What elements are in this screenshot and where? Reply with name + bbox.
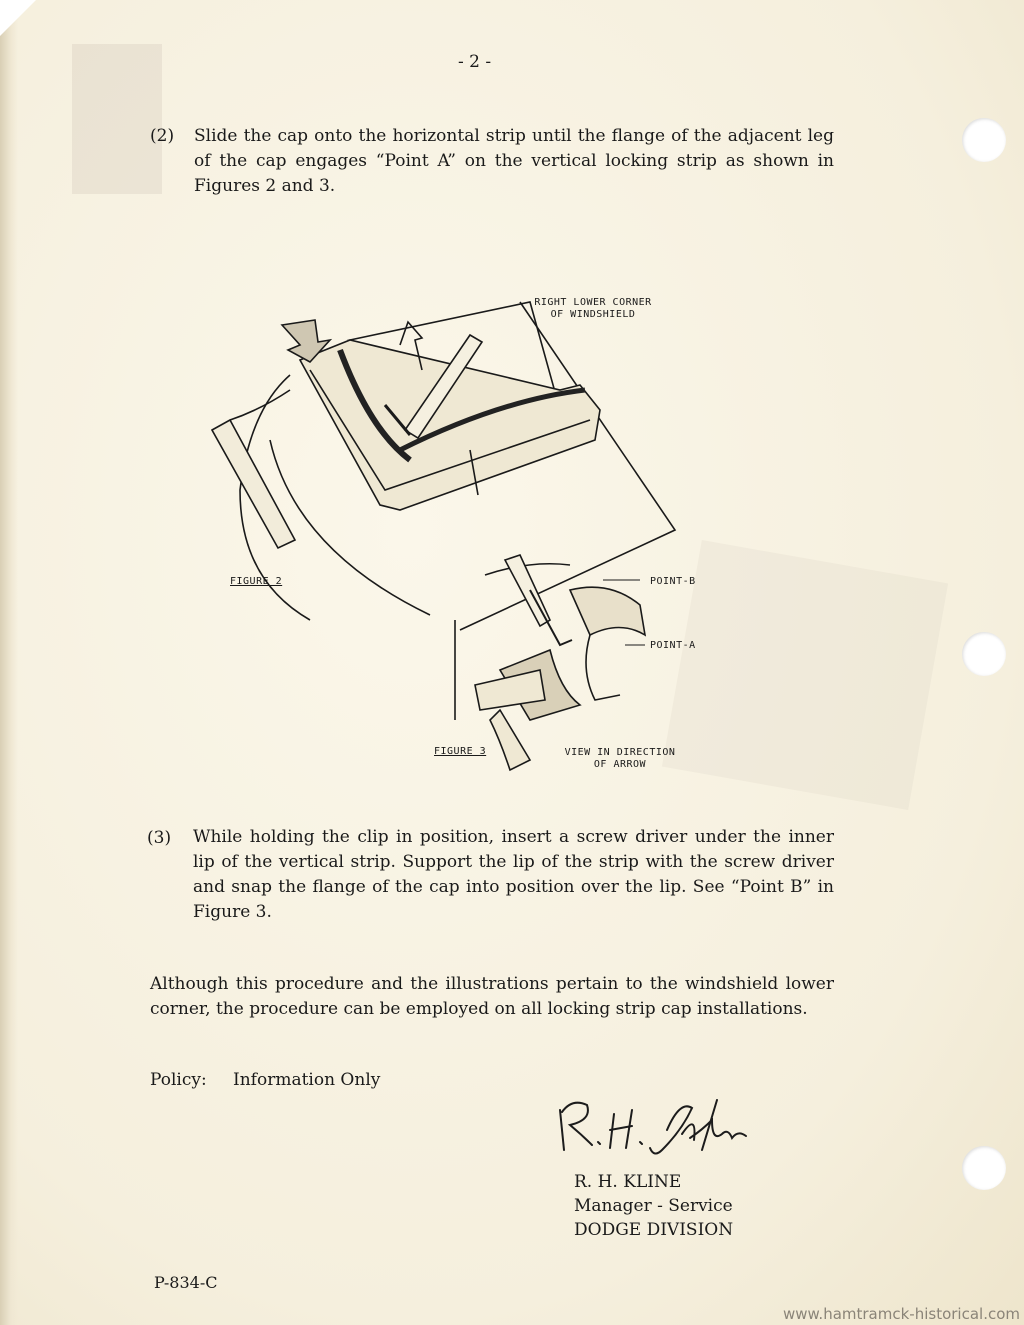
windshield-figure-illustration [200,290,720,790]
callout-line-1: RIGHT LOWER CORNER [534,297,652,308]
binder-hole-top [962,118,1006,162]
step-3-number: (3) [147,828,172,848]
page-edge-shadow [0,0,18,1325]
view-caption-line-1: VIEW IN DIRECTION [564,747,676,758]
binder-hole-middle [962,632,1006,676]
point-a-label: POINT-A [650,640,696,651]
policy-label: Policy: [150,1070,207,1090]
signature-block [574,1170,733,1242]
signer-name: R. H. KLINE [574,1172,682,1192]
step-2-number: (2) [150,126,175,146]
website-watermark: www.hamtramck-historical.com [783,1305,1020,1323]
handwritten-signature [552,1090,762,1160]
step-3-text: While holding the clip in position, insert a screw driver under the inner lip of the vertical strip. Support the lip of the strip with the screw driver and snap the flange of the cap into position over the lip. See “Point B” in Figure 3. [193,827,834,922]
point-b-label: POINT-B [650,576,696,587]
figure-3-label: FIGURE 3 [434,746,487,757]
folded-corner [0,0,36,36]
closing-paragraph: Although this procedure and the illustrations pertain to the windshield lower corner, the procedure can be employed on all locking strip cap installations. [150,974,834,1019]
bleed-through-logo [72,44,162,194]
view-caption-line-2: OF ARROW [593,759,647,770]
callout-windshield-corner [528,297,658,321]
binder-hole-bottom [962,1146,1006,1190]
policy-value: Information Only [233,1070,381,1090]
signer-division: DODGE DIVISION [574,1220,734,1240]
step-2-text: Slide the cap onto the horizontal strip until the flange of the adjacent leg of the cap engages “Point A” on the vertical locking strip as shown in Figures 2 and 3. [194,126,834,196]
page-number: - 2 - [458,52,492,72]
bulletin-code: P-834-C [154,1273,218,1292]
view-direction-caption [550,747,690,771]
figure-2-label: FIGURE 2 [230,576,283,587]
callout-line-2: OF WINDSHIELD [550,309,636,320]
signer-title: Manager - Service [574,1196,733,1216]
